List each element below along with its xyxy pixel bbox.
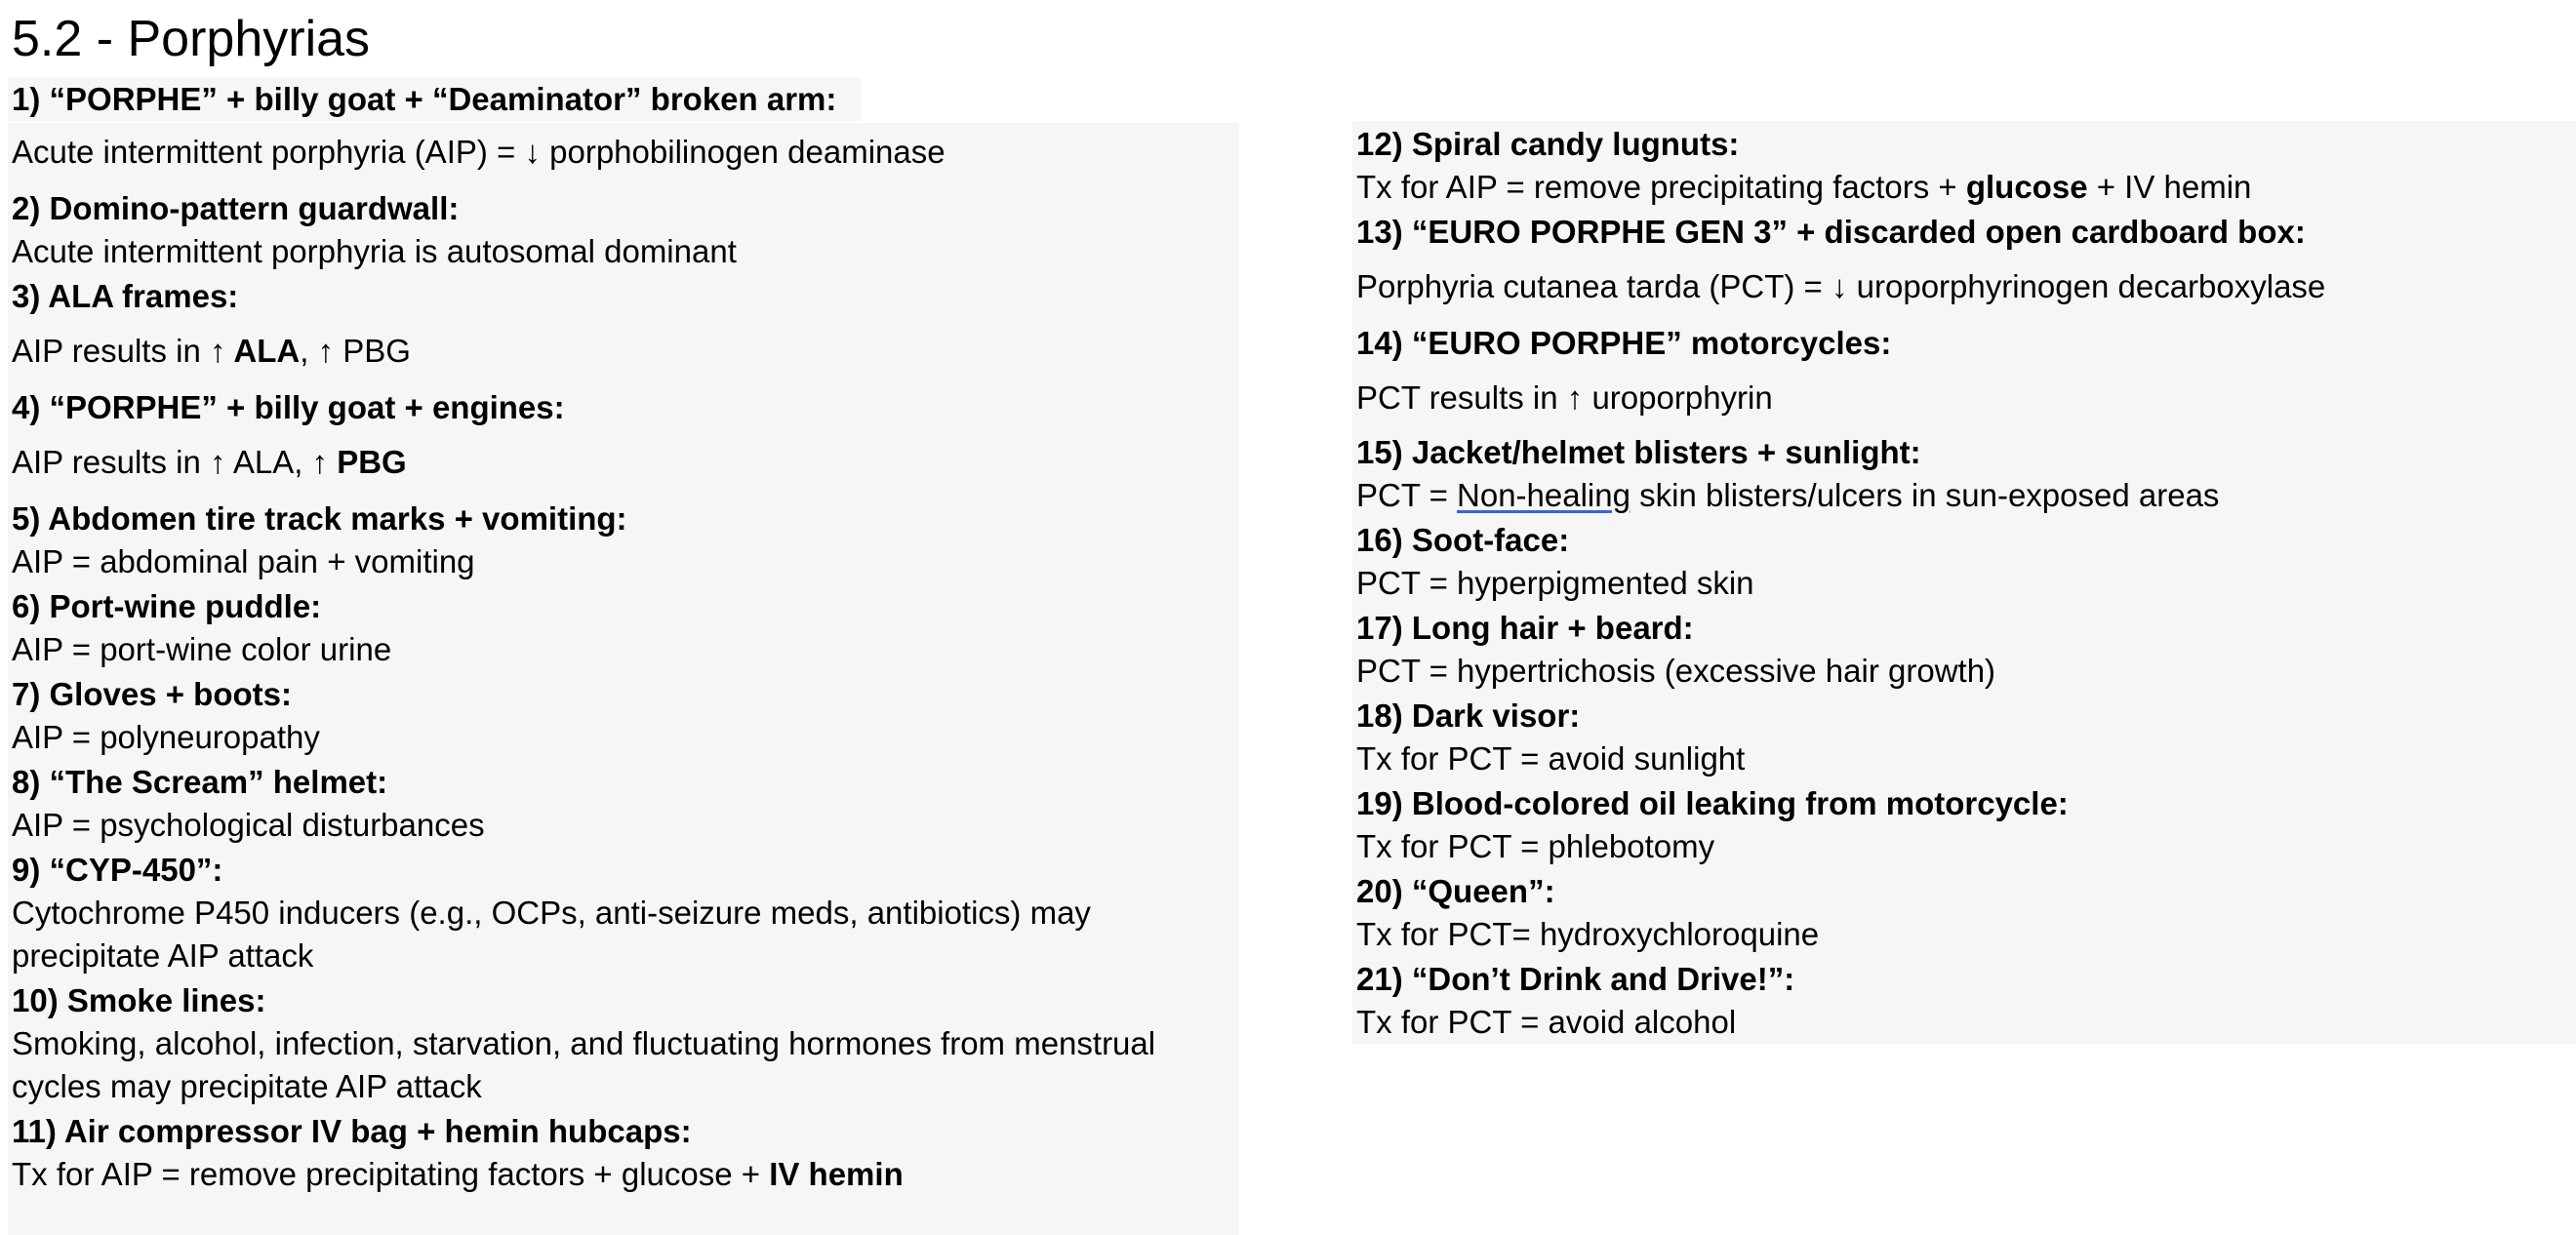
item-3 bbox=[8, 275, 411, 373]
item-14 bbox=[1352, 322, 1891, 419]
item-4 bbox=[8, 386, 565, 484]
item-heading: 17) Long hair + beard: bbox=[1356, 610, 1694, 646]
item-15 bbox=[1352, 431, 2219, 517]
item-body: AIP results in ↑ ALA, ↑ PBG bbox=[12, 444, 407, 480]
item-body: Tx for AIP = remove precipitating factors + glucose + IV hemin bbox=[12, 1156, 904, 1192]
item-2 bbox=[8, 187, 737, 273]
item-heading: 14) “EURO PORPHE” motorcycles: bbox=[1356, 325, 1892, 361]
item-body: precipitate AIP attack bbox=[12, 937, 314, 974]
item-body: AIP results in ↑ ALA, ↑ PBG bbox=[12, 333, 411, 369]
item-1 bbox=[8, 78, 946, 174]
item-body: Tx for PCT= hydroxychloroquine bbox=[1356, 916, 1820, 952]
item-17 bbox=[1352, 607, 1995, 693]
item-body: PCT = hyperpigmented skin bbox=[1356, 565, 1754, 601]
item-10 bbox=[8, 979, 1155, 1108]
item-heading: 9) “CYP-450”: bbox=[12, 852, 223, 888]
item-heading: 11) Air compressor IV bag + hemin hubcaps: bbox=[12, 1113, 692, 1149]
item-body: Tx for PCT = avoid sunlight bbox=[1356, 740, 1746, 777]
page-title: 5.2 - Porphyrias bbox=[12, 11, 371, 67]
item-heading: 5) Abdomen tire track marks + vomiting: bbox=[12, 500, 627, 537]
item-body: Tx for PCT = avoid alcohol bbox=[1356, 1004, 1737, 1040]
item-body: Acute intermittent porphyria (AIP) = ↓ porphobilinogen deaminase bbox=[12, 134, 946, 170]
item-heading: 8) “The Scream” helmet: bbox=[12, 764, 388, 800]
item-heading: 6) Port-wine puddle: bbox=[12, 588, 322, 624]
item-5 bbox=[8, 498, 627, 583]
item-9 bbox=[8, 849, 1091, 977]
item-20 bbox=[1352, 870, 1819, 956]
item-16 bbox=[1352, 519, 1754, 605]
item-19 bbox=[1352, 782, 2069, 868]
item-body: PCT results in ↑ uroporphyrin bbox=[1356, 379, 1773, 416]
item-heading: 7) Gloves + boots: bbox=[12, 676, 292, 712]
item-18 bbox=[1352, 695, 1745, 780]
left-column bbox=[8, 78, 1239, 1235]
item-13 bbox=[1352, 211, 2325, 308]
item-21 bbox=[1352, 958, 1794, 1044]
item-body: AIP = port-wine color urine bbox=[12, 631, 392, 667]
item-body: AIP = polyneuropathy bbox=[12, 719, 320, 755]
item-heading: 1) “PORPHE” + billy goat + “Deaminator” broken arm: bbox=[12, 81, 837, 117]
item-body: PCT = hypertrichosis (excessive hair growth) bbox=[1356, 653, 1996, 689]
item-7 bbox=[8, 673, 320, 759]
item-body: Tx for AIP = remove precipitating factors + glucose + IV hemin bbox=[1356, 169, 2252, 205]
item-heading: 16) Soot-face: bbox=[1356, 522, 1570, 558]
item-heading: 12) Spiral candy lugnuts: bbox=[1356, 126, 1740, 162]
item-heading: 21) “Don’t Drink and Drive!”: bbox=[1356, 961, 1795, 997]
item-12 bbox=[1352, 123, 2251, 209]
item-body: Cytochrome P450 inducers (e.g., OCPs, anti-seizure meds, antibiotics) may bbox=[12, 895, 1091, 931]
item-body: Smoking, alcohol, infection, starvation, and fluctuating hormones from menstrual bbox=[12, 1025, 1156, 1061]
item-heading: 2) Domino-pattern guardwall: bbox=[12, 190, 460, 226]
right-column bbox=[1352, 121, 2576, 1044]
item-heading: 18) Dark visor: bbox=[1356, 697, 1581, 734]
item-body: AIP = abdominal pain + vomiting bbox=[12, 543, 475, 579]
item-heading: 20) “Queen”: bbox=[1356, 873, 1555, 909]
item-body: Tx for PCT = phlebotomy bbox=[1356, 828, 1715, 864]
item-heading: 15) Jacket/helmet blisters + sunlight: bbox=[1356, 434, 1921, 470]
item-heading: 10) Smoke lines: bbox=[12, 982, 266, 1018]
item-body: PCT = Non-healing skin blisters/ulcers in sun-exposed areas bbox=[1356, 477, 2220, 513]
item-heading: 19) Blood-colored oil leaking from motorcycle: bbox=[1356, 785, 2069, 821]
item-11 bbox=[8, 1110, 904, 1196]
item-body: AIP = psychological disturbances bbox=[12, 807, 485, 843]
item-6 bbox=[8, 585, 391, 671]
item-body: Porphyria cutanea tarda (PCT) = ↓ uroporphyrinogen decarboxylase bbox=[1356, 268, 2326, 304]
item-8 bbox=[8, 761, 485, 847]
item-body: Acute intermittent porphyria is autosomal dominant bbox=[12, 233, 737, 269]
item-heading: 3) ALA frames: bbox=[12, 278, 239, 314]
item-heading: 13) “EURO PORPHE GEN 3” + discarded open cardboard box: bbox=[1356, 214, 2306, 250]
item-heading: 4) “PORPHE” + billy goat + engines: bbox=[12, 389, 565, 425]
item-body: cycles may precipitate AIP attack bbox=[12, 1068, 482, 1104]
